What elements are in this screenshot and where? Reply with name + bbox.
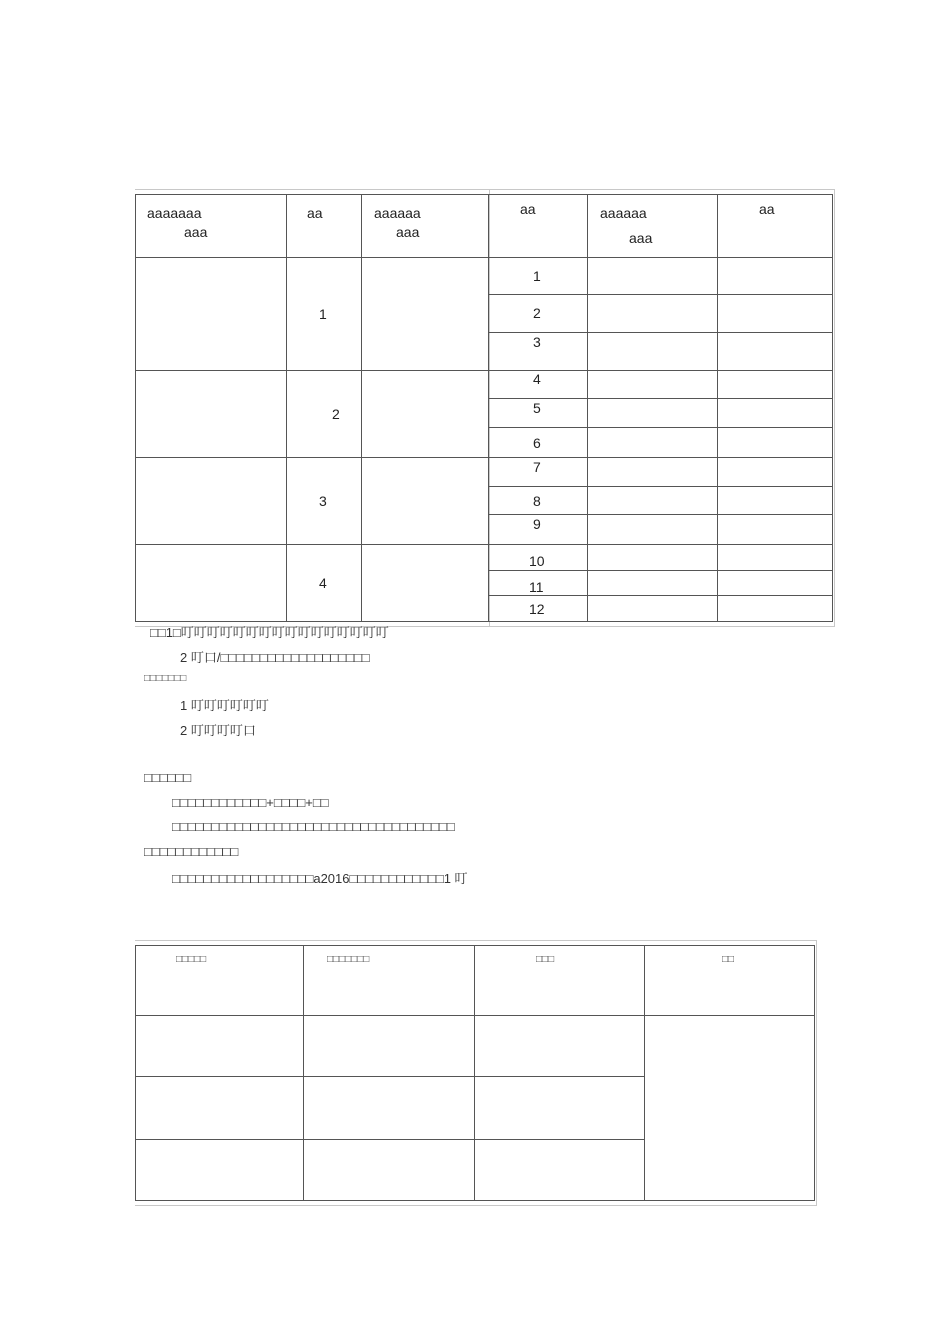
column-header: □□□□□ <box>176 954 207 965</box>
table-col-rule <box>286 194 287 622</box>
table-rule <box>488 294 833 295</box>
table-col-rule <box>832 194 833 622</box>
item-number: 7 <box>533 459 541 475</box>
column-header: aaaaaa <box>600 205 647 221</box>
note-line: □□□□□□□□□□□□□□□□□□a2016□□□□□□□□□□□□1 叮 <box>172 871 468 886</box>
table-rule <box>488 398 833 399</box>
item-number: 4 <box>533 371 541 387</box>
group-number: 2 <box>332 406 340 422</box>
table-rule <box>488 427 833 428</box>
table-rule <box>488 486 833 487</box>
item-number: 5 <box>533 400 541 416</box>
column-header: □□□□□□□ <box>327 954 370 965</box>
table-rule <box>488 332 833 333</box>
item-number: 9 <box>533 516 541 532</box>
table-frame-bottom <box>135 1205 817 1206</box>
column-header: aa <box>759 201 775 217</box>
note-line: □□□□□□□□□□□□+□□□□+□□ <box>172 795 329 810</box>
note-heading: □□□□□□ <box>144 770 192 785</box>
table-col-rule <box>644 945 645 1201</box>
table-frame-top <box>135 189 835 190</box>
table-rule <box>135 1139 644 1140</box>
item-number: 2 <box>533 305 541 321</box>
table-col-rule <box>587 194 588 622</box>
column-header: aa <box>520 201 536 217</box>
table-frame-split <box>489 189 490 626</box>
item-number: 1 <box>533 268 541 284</box>
note-line: 1 叮叮叮叮叮叮 <box>180 698 269 713</box>
item-number: 3 <box>533 334 541 350</box>
column-header: aaa <box>184 224 208 240</box>
column-header: aaa <box>629 230 653 246</box>
item-number: 10 <box>529 553 545 569</box>
note-line: 2 叮叮叮叮口 <box>180 723 256 738</box>
note-line: 2 叮口/□□□□□□□□□□□□□□□□□□□ <box>180 650 370 665</box>
group-number: 3 <box>319 493 327 509</box>
table-rule <box>135 1200 815 1201</box>
column-header: aaaaaa <box>374 205 421 221</box>
group-number: 1 <box>319 306 327 322</box>
table-rule <box>135 257 833 258</box>
column-header: aa <box>307 205 323 221</box>
table-frame-right <box>834 189 835 626</box>
table-rule <box>135 544 833 545</box>
note-line: □□1□叮叮叮叮叮叮叮叮叮叮叮叮叮叮叮叮 <box>150 625 389 640</box>
table-rule <box>135 945 815 946</box>
table-rule <box>135 194 833 195</box>
table-col-rule <box>135 945 136 1201</box>
table-col-rule <box>488 194 489 622</box>
item-number: 8 <box>533 493 541 509</box>
note-heading: □□□□□□□□□□□□ <box>144 844 239 859</box>
table-rule <box>135 457 833 458</box>
table-rule <box>135 1076 644 1077</box>
item-number: 11 <box>529 579 544 595</box>
column-header: aaaaaaa <box>147 205 202 221</box>
note-line: □□□□□□□□□□□□□□□□□□□□□□□□□□□□□□□□□□□□ <box>172 819 455 834</box>
table-col-rule <box>135 194 136 622</box>
table-frame-right <box>816 940 817 1205</box>
group-number: 4 <box>319 575 327 591</box>
table-rule <box>488 514 833 515</box>
table-rule <box>135 1015 815 1016</box>
column-header: □□ <box>722 954 735 965</box>
table-frame-top <box>135 940 817 941</box>
table-rule <box>135 370 833 371</box>
table-col-rule <box>361 194 362 622</box>
column-header: aaa <box>396 224 420 240</box>
item-number: 6 <box>533 435 541 451</box>
item-number: 12 <box>529 601 545 617</box>
table-col-rule <box>474 945 475 1201</box>
column-header: □□□ <box>536 954 555 965</box>
table-rule <box>488 595 833 596</box>
note-heading: □□□□□□□ <box>144 673 187 684</box>
table-col-rule <box>717 194 718 622</box>
table-col-rule <box>303 945 304 1201</box>
table-col-rule <box>814 945 815 1201</box>
table-rule <box>488 570 833 571</box>
